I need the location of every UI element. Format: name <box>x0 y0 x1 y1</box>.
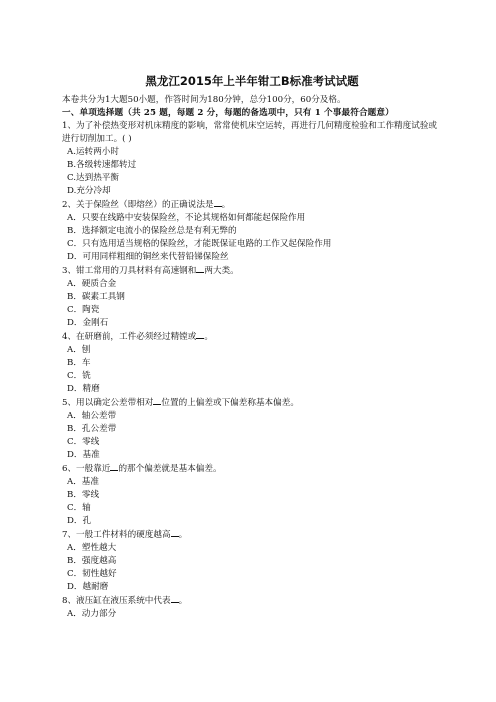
answer-blank <box>214 198 222 207</box>
answer-option: C．零线 <box>67 437 100 447</box>
answer-option: A．硬质合金 <box>67 279 117 289</box>
exam-intro: 本卷共分为1大题50小题，作答时间为180分钟，总分100分，60分及格。 <box>62 95 346 105</box>
question-block <box>62 462 442 528</box>
answer-option: B．车 <box>67 358 91 368</box>
answer-option: D．金刚石 <box>67 318 109 328</box>
question-stem: 1、为了补偿热变形对机床精度的影响，常常使机床空运转，再进行几何精度检验和工作精度试验或进行切削加工。( ) <box>62 121 438 144</box>
question-block <box>62 528 442 594</box>
answer-option: B．强度越高 <box>67 556 117 566</box>
question-stem-text: 的那个偏差就是基本偏差。 <box>118 464 222 474</box>
question-stem <box>62 594 442 608</box>
answer-blank <box>171 528 179 537</box>
answer-option: C．韧性越好 <box>67 569 117 579</box>
question-stem-text: 3、钳工常用的刀具材料有高速钢和 <box>62 266 197 276</box>
answer-option: A．基准 <box>67 477 99 487</box>
answer-option: B．孔公差带 <box>67 424 117 434</box>
question-stem-text: 。 <box>204 332 213 342</box>
question-stem-text: 。 <box>178 530 188 540</box>
answer-option: C．铣 <box>67 371 91 381</box>
answer-option: B.各级转速都转过 <box>67 160 137 170</box>
question-stem-text: 。 <box>178 596 188 606</box>
answer-blank <box>171 594 179 603</box>
question-stem-text: 4、在研磨前，工件必须经过精镗或 <box>62 332 197 342</box>
question-list <box>62 120 442 621</box>
question-stem <box>62 198 442 212</box>
question-stem-text: 5、用以确定公差带相对 <box>62 398 154 408</box>
answer-option: A．只要在线路中安装保险丝，不论其规格如何都能起保险作用 <box>67 213 306 223</box>
question-stem <box>62 264 442 278</box>
question-stem-text: 。 <box>221 200 231 210</box>
question-stem-text: 位置的上偏差或下偏差称基本偏差。 <box>161 398 299 408</box>
answer-option: D．可用同样粗细的铜丝来代替铅锑保险丝 <box>67 252 229 262</box>
answer-option: C．只有选用适当规格的保险丝，才能既保证电路的工作又起保险作用 <box>67 239 332 249</box>
question-stem-text: 两大类。 <box>204 266 239 276</box>
answer-option: C.达到热平衡 <box>67 173 119 183</box>
answer-option: B．零线 <box>67 490 100 500</box>
question-stem <box>62 528 442 542</box>
question-stem-text: 7、一般工件材料的硬度越高 <box>62 530 171 540</box>
answer-option: D．基准 <box>67 450 100 460</box>
question-block <box>62 264 442 330</box>
answer-option: B．碳素工具钢 <box>67 292 125 302</box>
question-block <box>62 594 442 621</box>
question-stem-text: 8、液压缸在液压系统中代表 <box>62 596 171 606</box>
question-block <box>62 330 442 396</box>
question-block <box>62 198 442 264</box>
answer-option: B．选择额定电流小的保险丝总是有利无弊的 <box>67 226 237 236</box>
question-block <box>62 396 442 462</box>
section-heading: 一、单项选择题（共 25 题，每题 2 分，每题的备选项中，只有 1 个事最符合题意） <box>62 108 394 118</box>
answer-option: A.运转两小时 <box>67 147 119 157</box>
answer-option: A．轴公差带 <box>67 411 117 421</box>
question-stem <box>62 330 442 344</box>
answer-option: D．精磨 <box>67 384 100 394</box>
answer-option: D．孔 <box>67 516 92 526</box>
question-stem <box>62 396 442 410</box>
document-page <box>62 74 442 621</box>
answer-option: D．越耐磨 <box>67 582 109 592</box>
answer-option: D.充分冷却 <box>67 186 111 196</box>
question-block <box>62 120 442 198</box>
answer-option: C．轴 <box>67 503 91 513</box>
question-stem <box>62 462 442 476</box>
answer-option: A．刨 <box>67 345 91 355</box>
question-stem-text: 2、关于保险丝（即熔丝）的正确说法是 <box>62 200 214 210</box>
answer-option: A．塑性越大 <box>67 543 117 553</box>
answer-option: C．陶瓷 <box>67 305 100 315</box>
question-stem-text: 6、一般靠近 <box>62 464 111 474</box>
document-title: 黑龙江2015年上半年钳工B标准考试试题 <box>145 74 359 88</box>
answer-option: A．动力部分 <box>67 609 117 619</box>
